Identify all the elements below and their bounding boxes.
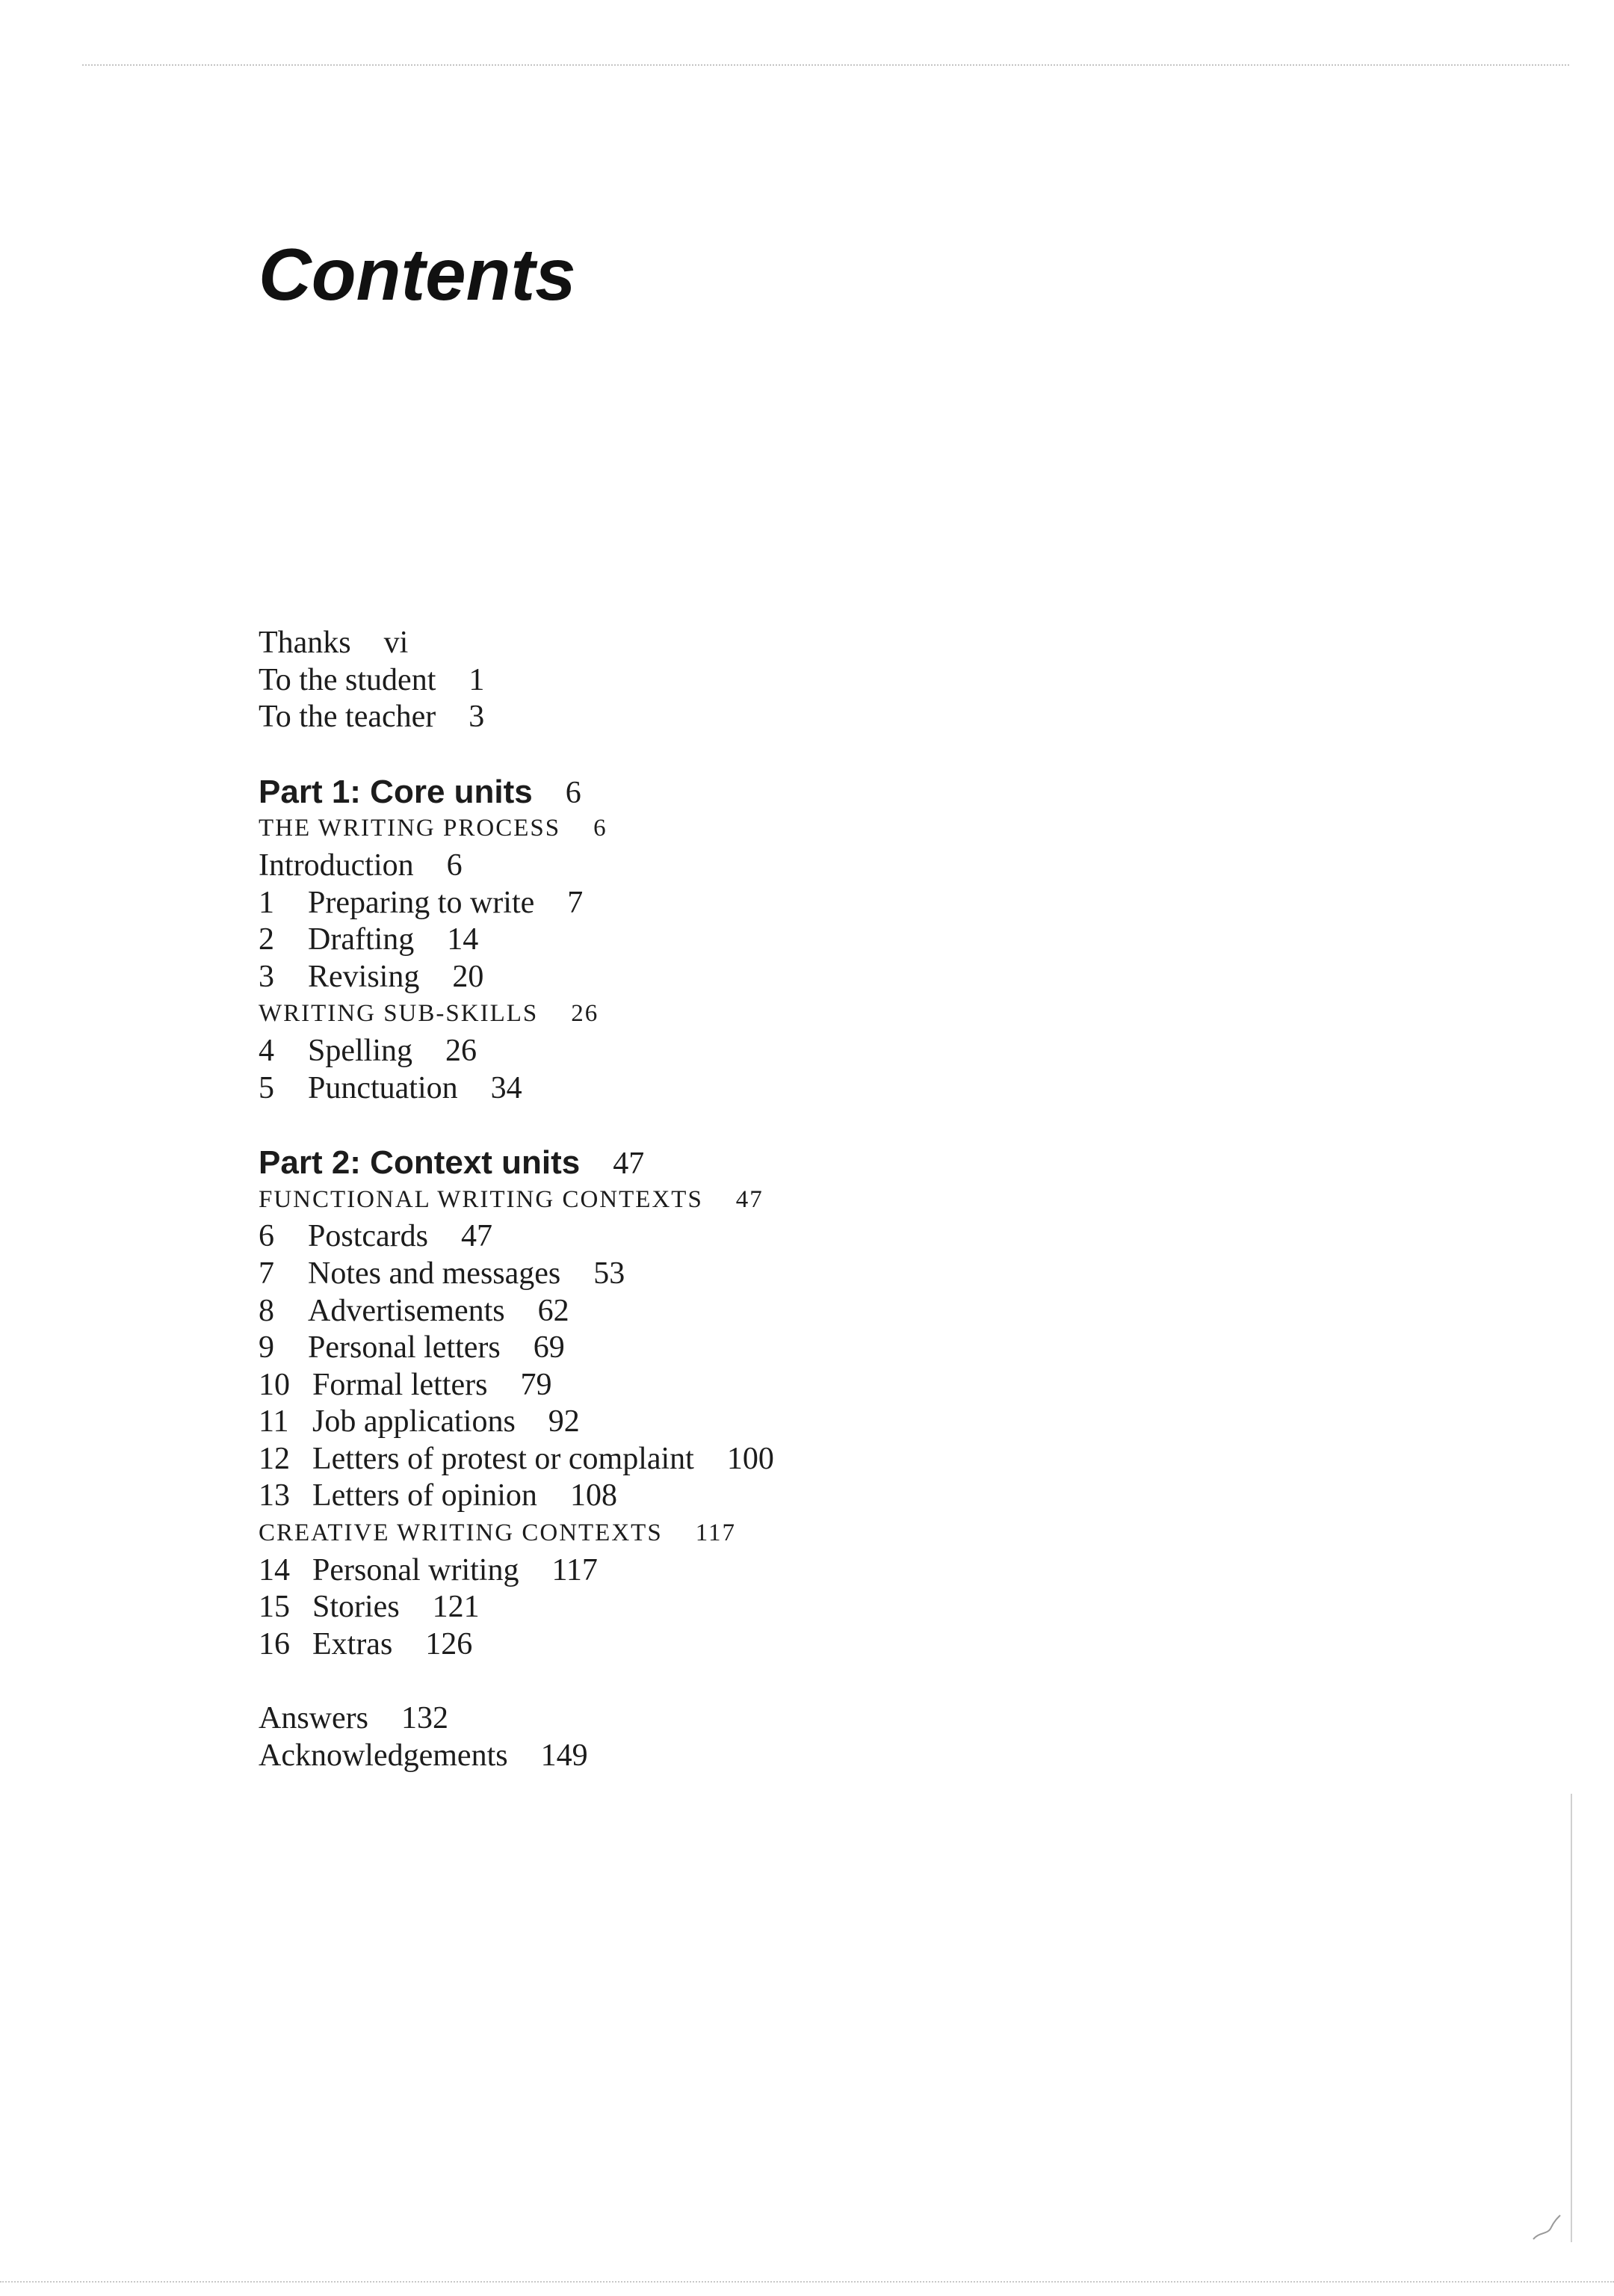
toc-entry-to-the-teacher xyxy=(259,699,1379,736)
entry-page: vi xyxy=(383,626,409,660)
unit-title: Personal letters xyxy=(308,1330,501,1365)
page-curl-mark xyxy=(1532,2212,1562,2242)
unit-page: 79 xyxy=(520,1367,552,1402)
part-2-heading xyxy=(259,1144,1379,1182)
part-1 xyxy=(259,774,1379,1107)
unit-title: Punctuation xyxy=(308,1070,458,1105)
unit-title: Revising xyxy=(308,959,420,994)
part-title: Part 2: Context units xyxy=(259,1144,581,1182)
toc-entry-unit-6 xyxy=(259,1218,1379,1256)
entry-label: Answers xyxy=(259,1701,368,1736)
unit-number: 9 xyxy=(259,1330,274,1365)
toc-entry-answers xyxy=(259,1700,1379,1738)
unit-number: 2 xyxy=(259,922,274,957)
entry-label: To the student xyxy=(259,662,436,697)
unit-page: 117 xyxy=(551,1552,598,1587)
unit-number: 15 xyxy=(259,1590,290,1625)
toc-entry-thanks xyxy=(259,625,1379,662)
unit-number: 5 xyxy=(259,1070,274,1105)
section-title: FUNCTIONAL WRITING CONTEXTS xyxy=(259,1185,703,1213)
section-title: WRITING SUB-SKILLS xyxy=(259,1000,539,1028)
section-heading-creative-writing-contexts xyxy=(259,1515,1379,1552)
unit-page: 53 xyxy=(593,1256,625,1291)
unit-page: 47 xyxy=(461,1219,492,1254)
section-page: 117 xyxy=(695,1519,736,1547)
unit-page: 7 xyxy=(567,885,584,920)
unit-page: 108 xyxy=(569,1478,617,1513)
unit-title: Extras xyxy=(312,1626,393,1661)
unit-page: 92 xyxy=(548,1404,580,1439)
unit-title: Letters of opinion xyxy=(312,1478,537,1513)
entry-page: 1 xyxy=(469,662,485,697)
toc-entry-unit-10 xyxy=(259,1367,1379,1404)
unit-number: 3 xyxy=(259,959,274,994)
section-title: THE WRITING PROCESS xyxy=(259,815,561,842)
unit-number: 1 xyxy=(259,885,274,920)
entry-label: Acknowledgements xyxy=(259,1738,508,1774)
unit-title: Stories xyxy=(312,1590,400,1625)
unit-title: Spelling xyxy=(308,1033,413,1068)
unit-title: Personal writing xyxy=(312,1552,519,1587)
section-page: 47 xyxy=(735,1185,764,1213)
unit-title: Postcards xyxy=(308,1219,428,1254)
section-page: 26 xyxy=(571,1000,599,1028)
table-of-contents xyxy=(259,625,1379,1775)
section-heading-writing-process xyxy=(259,810,1379,848)
unit-number: 16 xyxy=(259,1626,290,1661)
unit-number: 6 xyxy=(259,1219,274,1254)
unit-number: 12 xyxy=(259,1441,290,1476)
unit-page: 100 xyxy=(726,1441,774,1476)
unit-title: Preparing to write xyxy=(308,885,535,920)
unit-title: Notes and messages xyxy=(308,1256,561,1291)
toc-entry-unit-9 xyxy=(259,1330,1379,1367)
toc-entry-unit-5 xyxy=(259,1070,1379,1108)
unit-page: 26 xyxy=(445,1033,477,1068)
toc-entry-unit-2 xyxy=(259,922,1379,959)
part-page: 47 xyxy=(613,1147,645,1182)
entry-page: 149 xyxy=(540,1738,588,1774)
toc-entry-unit-7 xyxy=(259,1256,1379,1293)
entry-page: 3 xyxy=(469,700,485,735)
unit-page: 20 xyxy=(452,959,484,994)
unit-title: Job applications xyxy=(312,1404,516,1439)
unit-title: Advertisements xyxy=(308,1293,505,1328)
back-matter xyxy=(259,1700,1379,1774)
unit-title: Letters of protest or complaint xyxy=(312,1441,694,1476)
unit-number: 14 xyxy=(259,1552,290,1587)
unit-page: 14 xyxy=(447,922,479,957)
part-title: Part 1: Core units xyxy=(259,773,533,810)
entry-label: Introduction xyxy=(259,848,414,883)
toc-entry-unit-15 xyxy=(259,1589,1379,1626)
toc-entry-unit-14 xyxy=(259,1552,1379,1590)
toc-entry-unit-3 xyxy=(259,959,1379,996)
toc-entry-introduction xyxy=(259,848,1379,885)
part-2 xyxy=(259,1144,1379,1663)
entry-label: Thanks xyxy=(259,626,351,660)
unit-number: 7 xyxy=(259,1256,274,1291)
section-heading-functional-writing-contexts xyxy=(259,1182,1379,1219)
toc-entry-unit-16 xyxy=(259,1626,1379,1664)
scan-edge-top xyxy=(82,64,1569,66)
part-page: 6 xyxy=(565,775,581,810)
unit-number: 11 xyxy=(259,1404,289,1439)
unit-page: 126 xyxy=(425,1626,473,1661)
entry-page: 132 xyxy=(401,1701,448,1736)
entry-page: 6 xyxy=(446,848,463,883)
section-page: 6 xyxy=(593,815,607,842)
unit-number: 13 xyxy=(259,1478,290,1513)
section-heading-writing-sub-skills xyxy=(259,996,1379,1033)
toc-entry-unit-8 xyxy=(259,1293,1379,1330)
toc-entry-unit-13 xyxy=(259,1478,1379,1515)
toc-entry-unit-11 xyxy=(259,1404,1379,1441)
front-matter xyxy=(259,625,1379,736)
toc-entry-unit-4 xyxy=(259,1033,1379,1070)
part-1-heading xyxy=(259,774,1379,811)
unit-page: 69 xyxy=(533,1330,565,1365)
scan-edge-right xyxy=(1571,1794,1572,2242)
unit-page: 121 xyxy=(432,1590,480,1625)
toc-entry-unit-12 xyxy=(259,1441,1379,1478)
scan-edge-bottom xyxy=(0,2281,1614,2283)
unit-page: 62 xyxy=(537,1293,569,1328)
unit-title: Formal letters xyxy=(312,1367,488,1402)
section-title: CREATIVE WRITING CONTEXTS xyxy=(259,1519,663,1547)
toc-entry-to-the-student xyxy=(259,662,1379,700)
entry-label: To the teacher xyxy=(259,700,436,735)
toc-entry-unit-1 xyxy=(259,885,1379,922)
unit-number: 4 xyxy=(259,1033,274,1068)
unit-number: 8 xyxy=(259,1293,274,1328)
unit-number: 10 xyxy=(259,1367,290,1402)
unit-page: 34 xyxy=(490,1070,522,1105)
toc-entry-acknowledgements xyxy=(259,1738,1379,1775)
unit-title: Drafting xyxy=(308,922,415,957)
page-title: Contents xyxy=(259,233,576,315)
